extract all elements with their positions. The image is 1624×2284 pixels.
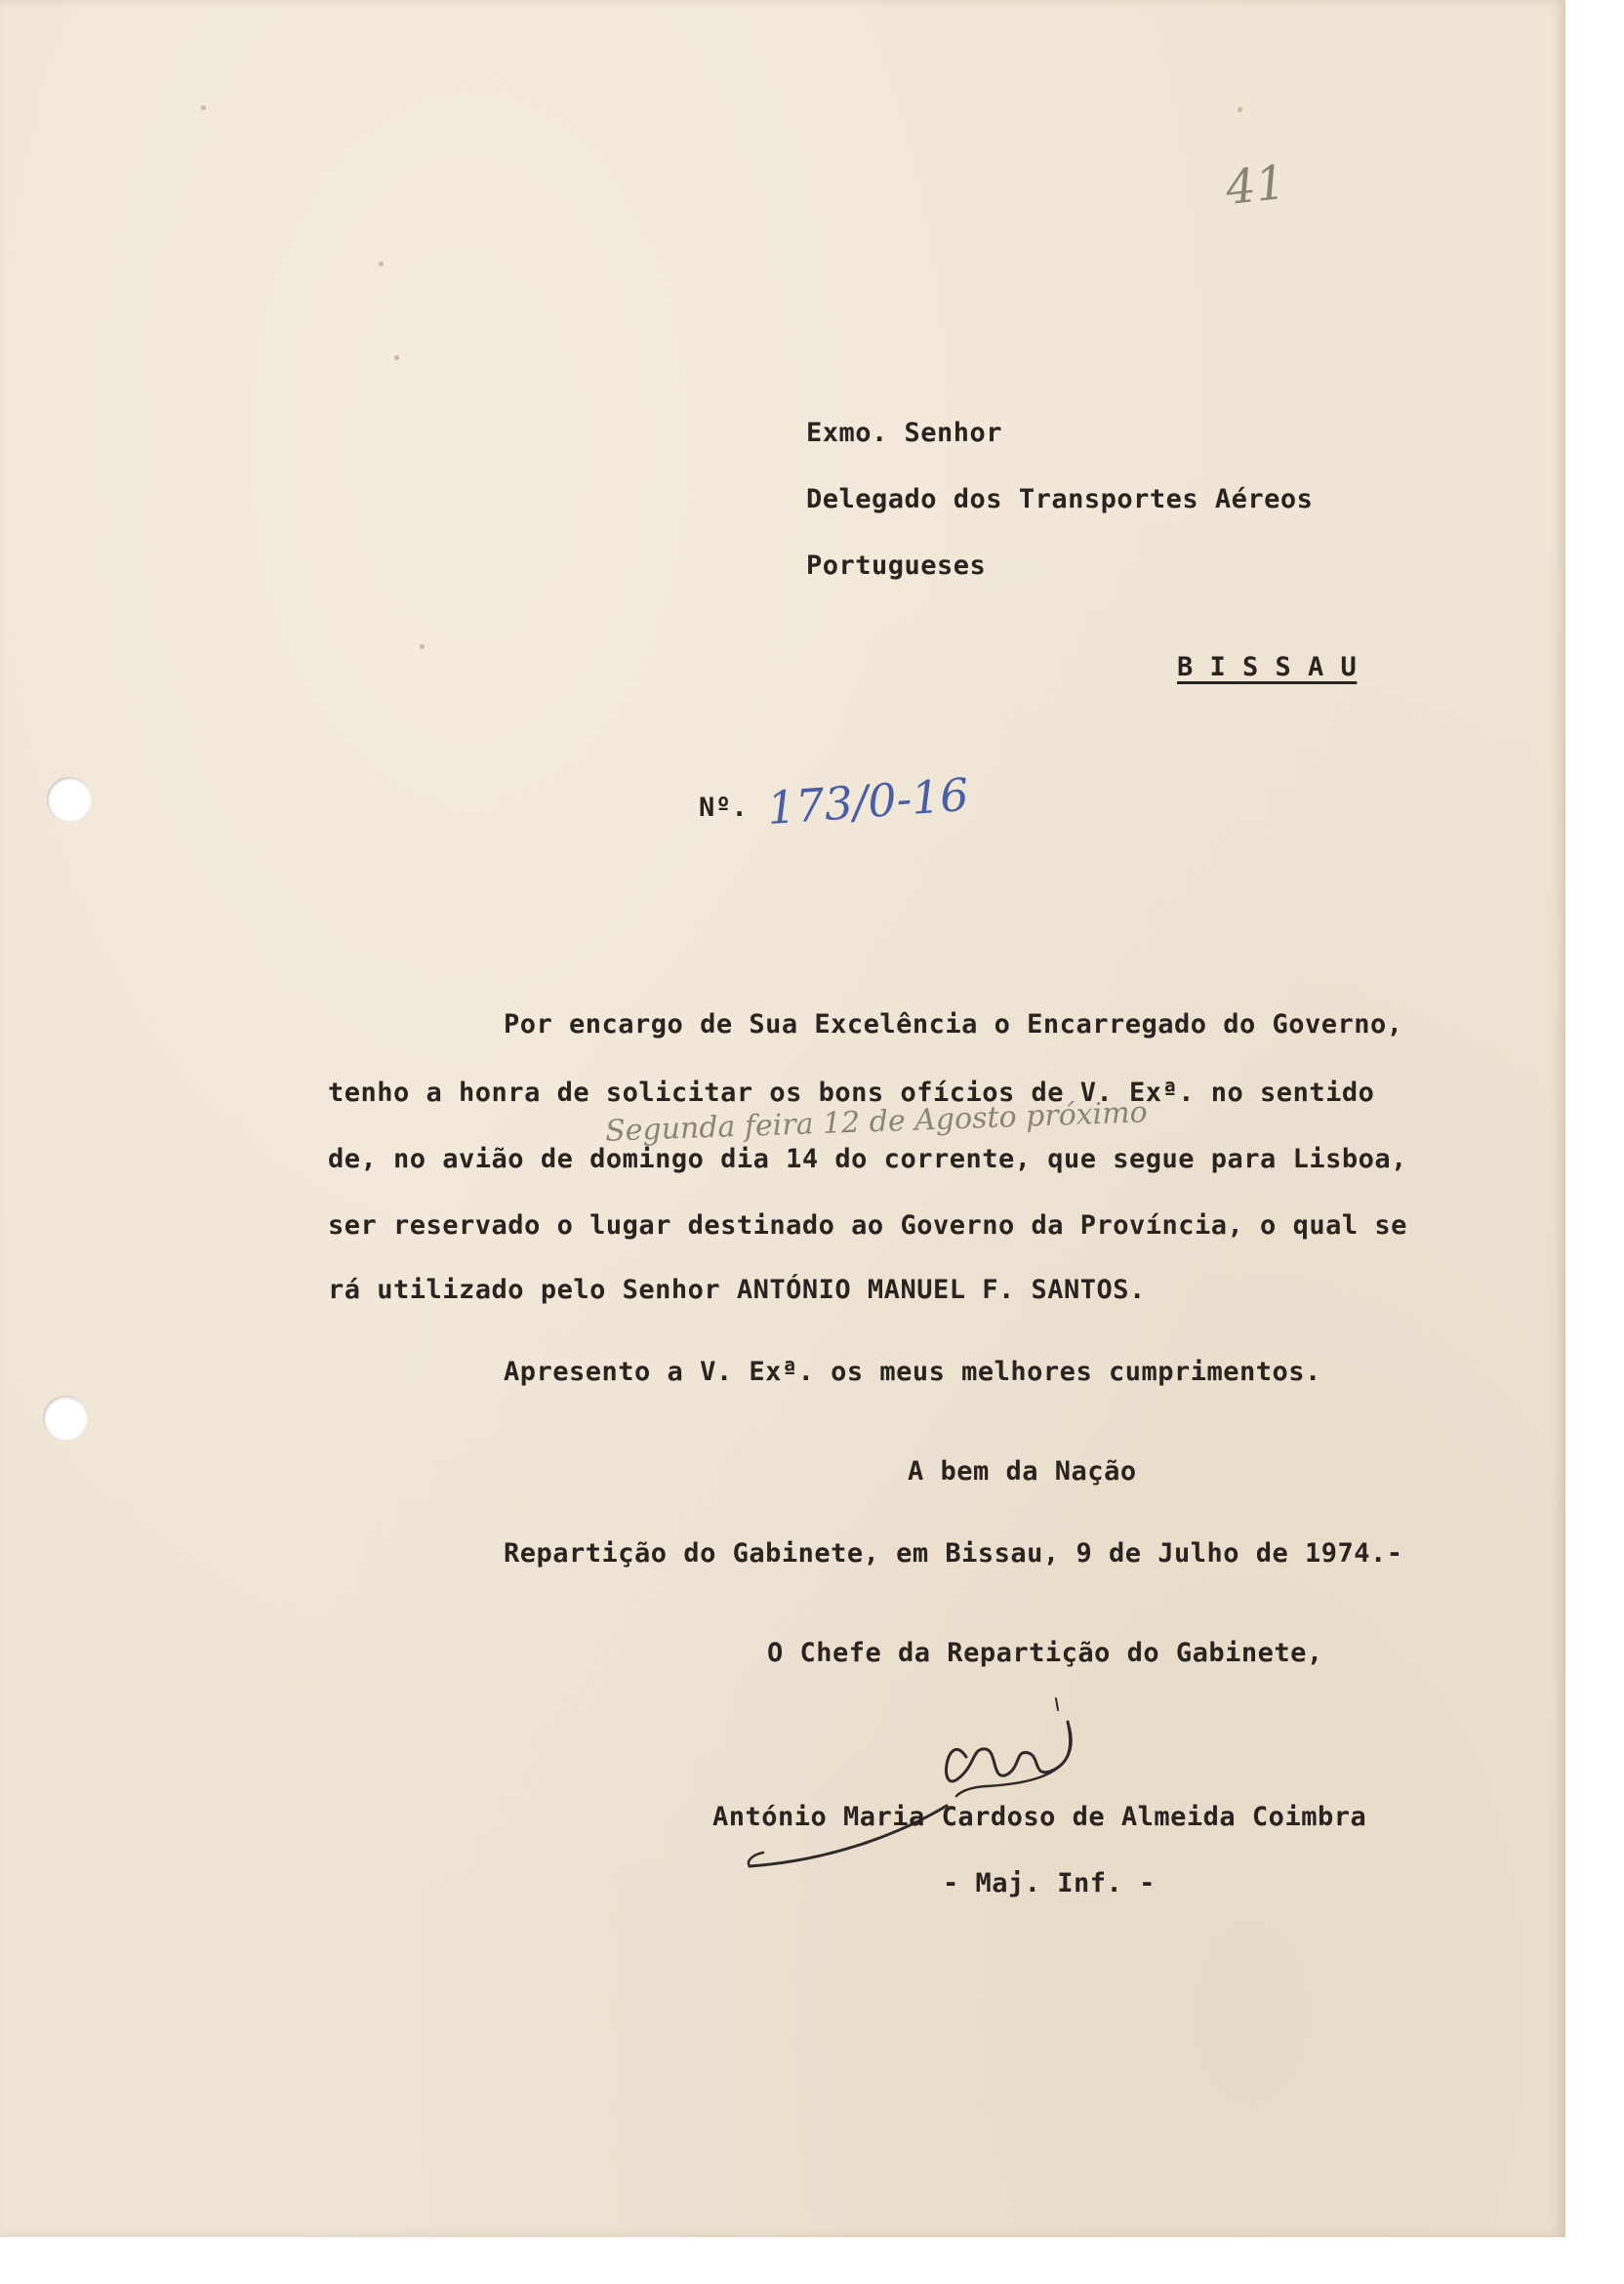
paper-speck <box>394 355 399 360</box>
punch-hole-bottom <box>43 1396 88 1441</box>
reference-handwritten-number: 173/0-16 <box>765 767 971 836</box>
paper-speck <box>1238 107 1242 112</box>
punch-hole-top <box>47 777 92 822</box>
addressee-city: B I S S A U <box>1177 652 1358 682</box>
addressee-title: Delegado dos Transportes Aéreos <box>806 484 1314 514</box>
place-and-date: Repartição do Gabinete, em Bissau, 9 de Julho de 1974.- <box>504 1538 1403 1569</box>
closing-greeting: Apresento a V. Exª. os meus melhores cumprimentos. <box>504 1357 1321 1387</box>
body-line-5: rá utilizado pelo Senhor ANTÓNIO MANUEL F. SANTOS. <box>328 1275 1146 1305</box>
closing-salutation: A bem da Nação <box>908 1456 1137 1487</box>
signatory-title: O Chefe da Repartição do Gabinete, <box>767 1638 1323 1668</box>
paper-speck <box>201 105 206 110</box>
body-line-1: Por encargo de Sua Excelência o Encarregado do Governo, <box>504 1009 1403 1040</box>
handwritten-signature <box>742 1689 1152 1874</box>
reference-label: Nº. <box>699 793 749 823</box>
addressee-salutation: Exmo. Senhor <box>806 418 1003 448</box>
body-line-4: ser reservado o lugar destinado ao Governo da Província, o qual se <box>328 1210 1407 1241</box>
paper-speck <box>379 262 384 266</box>
signatory-rank: - Maj. Inf. - <box>943 1868 1156 1898</box>
signatory-name: António Maria Cardoso de Almeida Coimbra <box>712 1802 1367 1832</box>
pencil-insert-date: Segunda feira 12 de Agosto próximo <box>604 1095 1149 1149</box>
body-line-3: de, no avião de domingo dia 14 do corrente, que segue para Lisboa, <box>328 1144 1407 1174</box>
body-line-2: tenho a honra de solicitar os bons ofícios de V. Exª. no sentido <box>328 1078 1375 1108</box>
pencil-page-number: 41 <box>1223 154 1288 217</box>
paper-speck <box>420 644 425 649</box>
addressee-organization: Portugueses <box>806 551 987 581</box>
